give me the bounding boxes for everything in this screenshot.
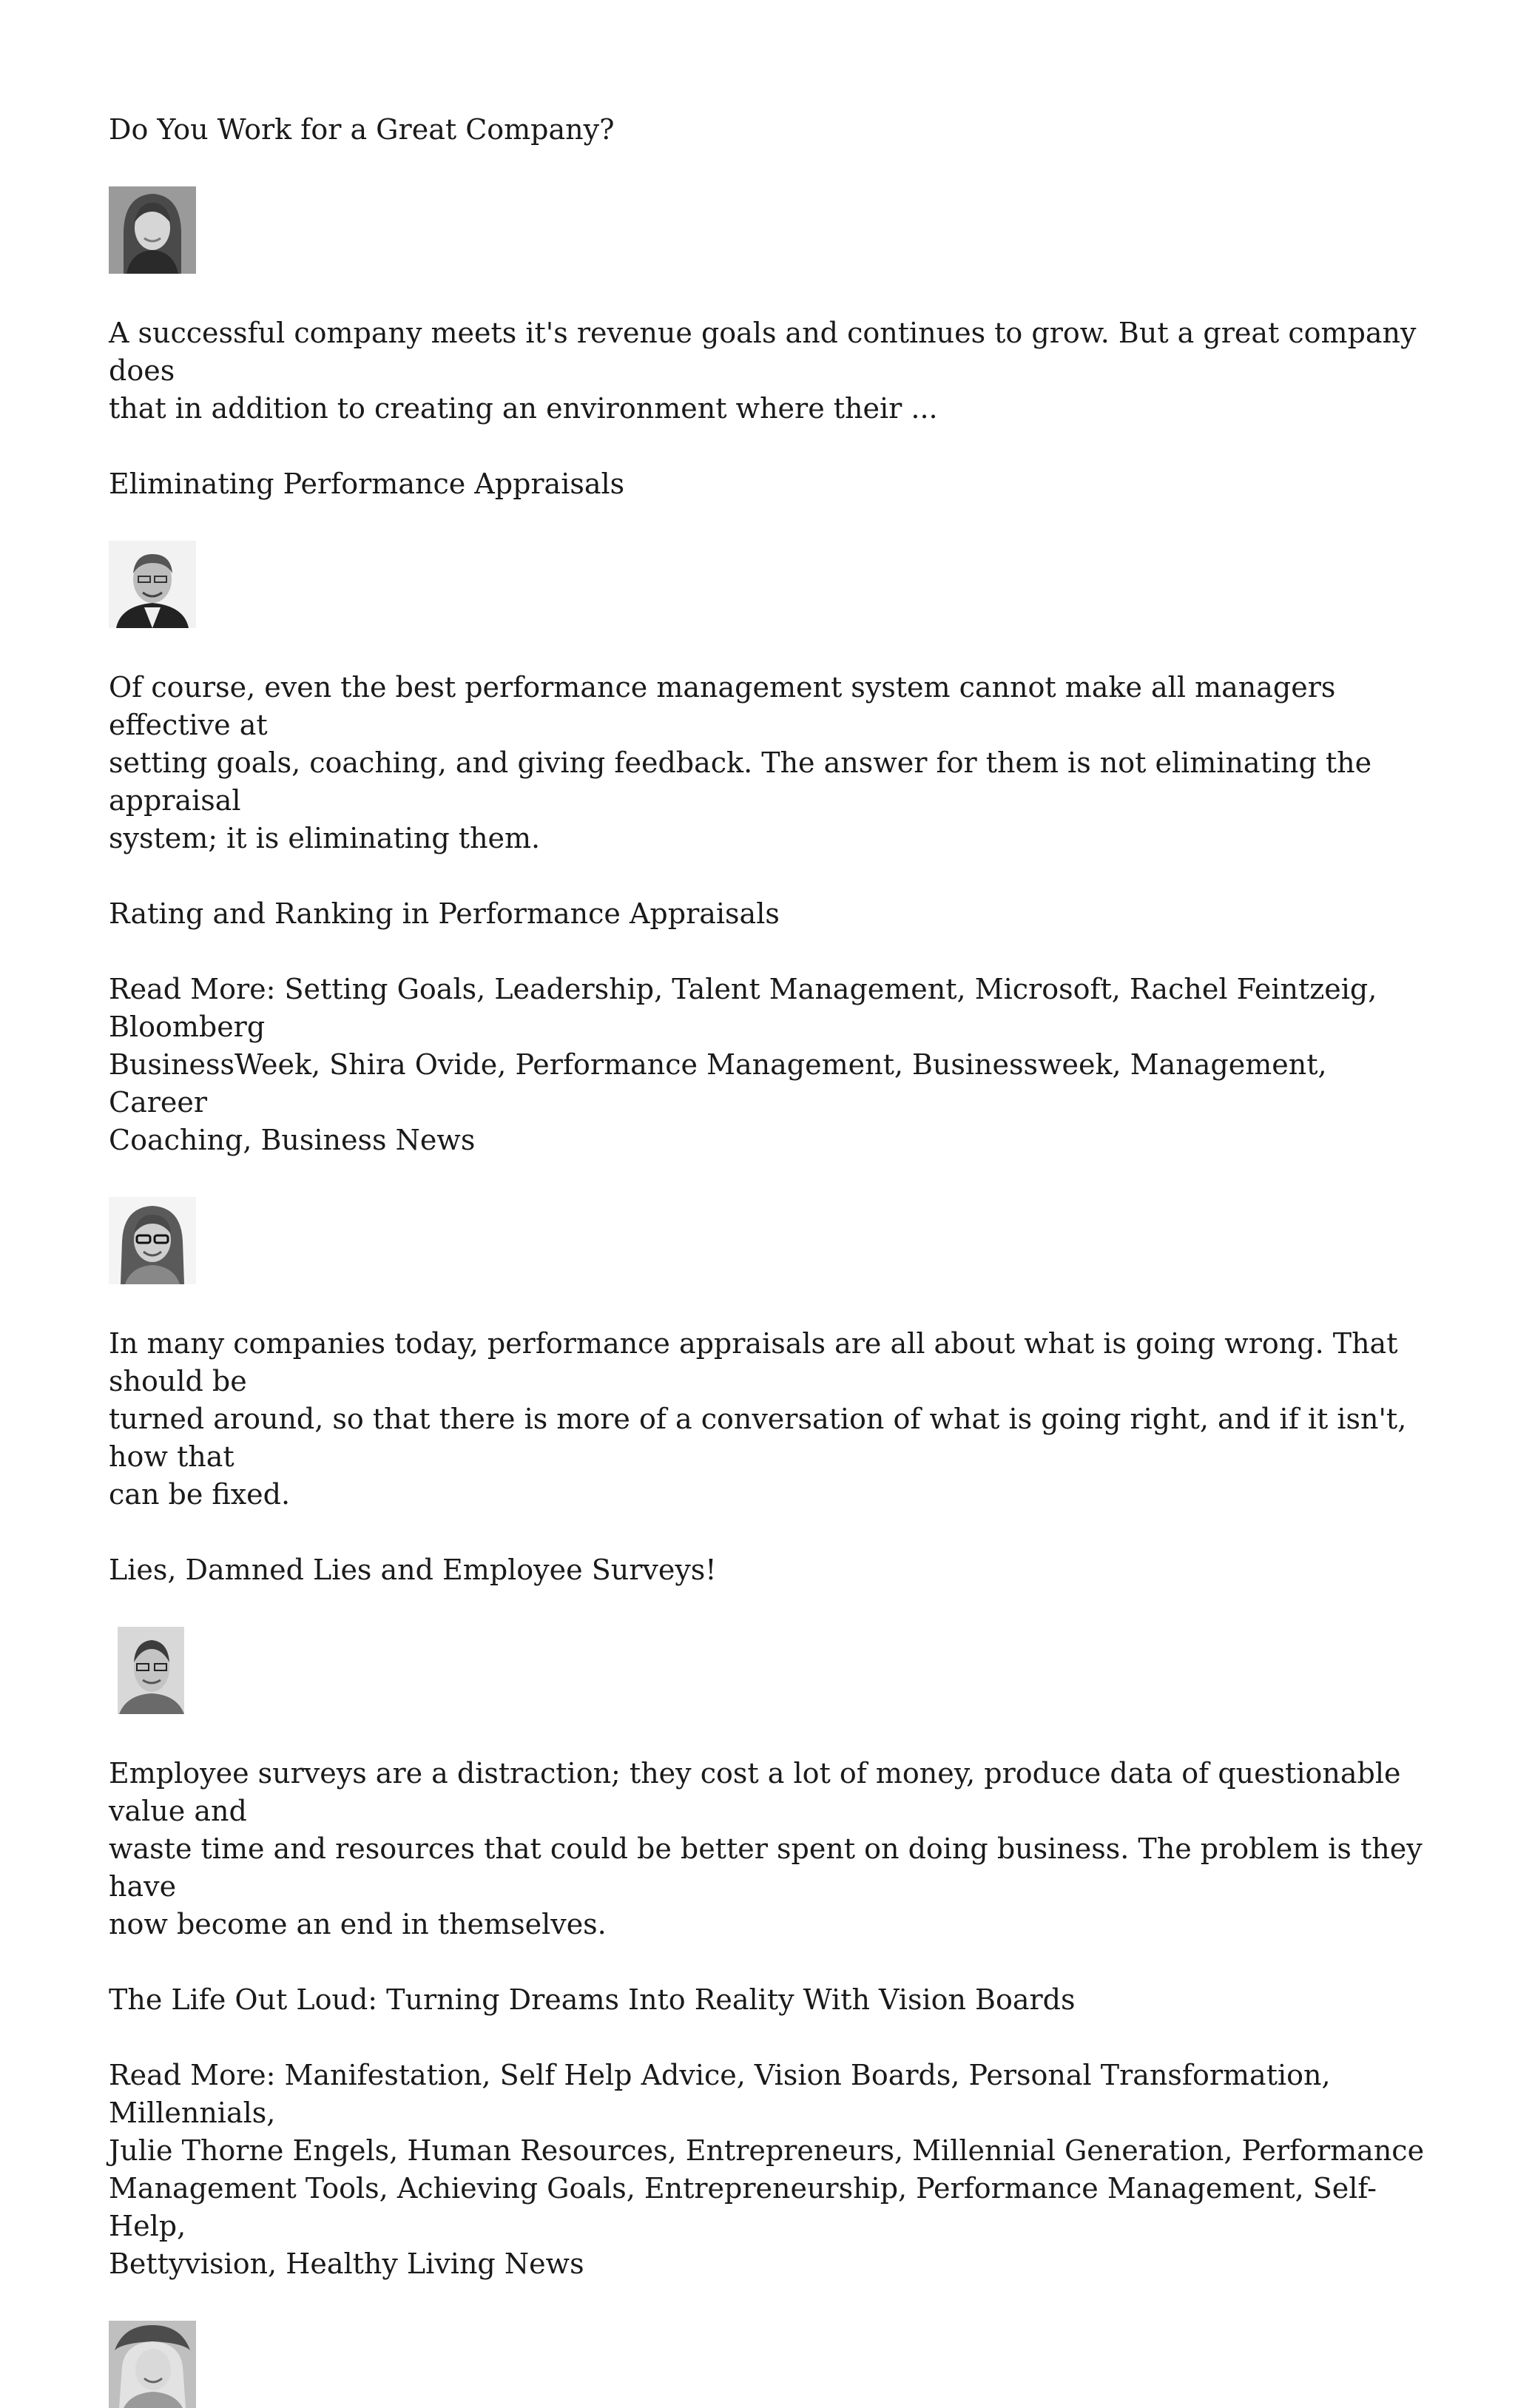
read-more-line[interactable]: Read More: Manifestation, Self Help Advice, Vision Boards, Personal Transformation, Millennials, <box>109 2059 1331 2129</box>
read-more-line[interactable]: BusinessWeek, Shira Ovide, Performance Management, Businessweek, Management, Career <box>109 1048 1327 1119</box>
article-snippet-line: Employee surveys are a distraction; they cost a lot of money, produce data of questionable value and <box>109 1757 1401 1827</box>
author-avatar[interactable] <box>109 2321 196 2408</box>
article-snippet-line: can be fixed. <box>109 1478 291 1511</box>
article-snippet-line: now become an end in themselves. <box>109 1908 607 1940</box>
article-snippet-line: waste time and resources that could be better spent on doing business. The problem is they have <box>109 1832 1423 1903</box>
article-snippet-line: In many companies today, performance appraisals are all about what is going wrong. That should be <box>109 1327 1398 1397</box>
read-more-line[interactable]: Julie Thorne Engels, Human Resources, Entrepreneurs, Millennial Generation, Performance <box>109 2134 1425 2167</box>
article-title[interactable]: The Life Out Loud: Turning Dreams Into Reality With Vision Boards <box>109 1983 1076 2016</box>
author-avatar[interactable] <box>109 1197 196 1284</box>
article-snippet-line: setting goals, coaching, and giving feedback. The answer for them is not eliminating the appraisal <box>109 746 1372 817</box>
author-avatar[interactable] <box>109 186 196 274</box>
article-title[interactable]: Rating and Ranking in Performance Appraisals <box>109 897 780 930</box>
article-list <box>109 111 1425 2408</box>
read-more-line[interactable]: Read More: Setting Goals, Leadership, Talent Management, Microsoft, Rachel Feintzeig, Bloomberg <box>109 973 1377 1043</box>
read-more-line[interactable]: Bettyvision, Healthy Living News <box>109 2247 584 2280</box>
article-snippet-line: A successful company meets it's revenue goals and continues to grow. But a great company does <box>109 317 1417 387</box>
article-snippet-line: turned around, so that there is more of a conversation of what is going right, and if it isn't, how that <box>109 1403 1407 1473</box>
article-snippet-line: system; it is eliminating them. <box>109 822 541 854</box>
article-snippet-line: that in addition to creating an environment where their ... <box>109 392 938 425</box>
article-title[interactable]: Eliminating Performance Appraisals <box>109 468 625 500</box>
article-title[interactable]: Do You Work for a Great Company? <box>109 113 615 146</box>
read-more-line[interactable]: Coaching, Business News <box>109 1124 476 1156</box>
article-snippet-line: Of course, even the best performance management system cannot make all managers effective at <box>109 671 1336 741</box>
author-avatar[interactable] <box>109 541 196 628</box>
article-title[interactable]: Lies, Damned Lies and Employee Surveys! <box>109 1554 717 1586</box>
read-more-line[interactable]: Management Tools, Achieving Goals, Entrepreneurship, Performance Management, Self-Help, <box>109 2172 1377 2242</box>
author-avatar[interactable] <box>109 1627 196 1714</box>
